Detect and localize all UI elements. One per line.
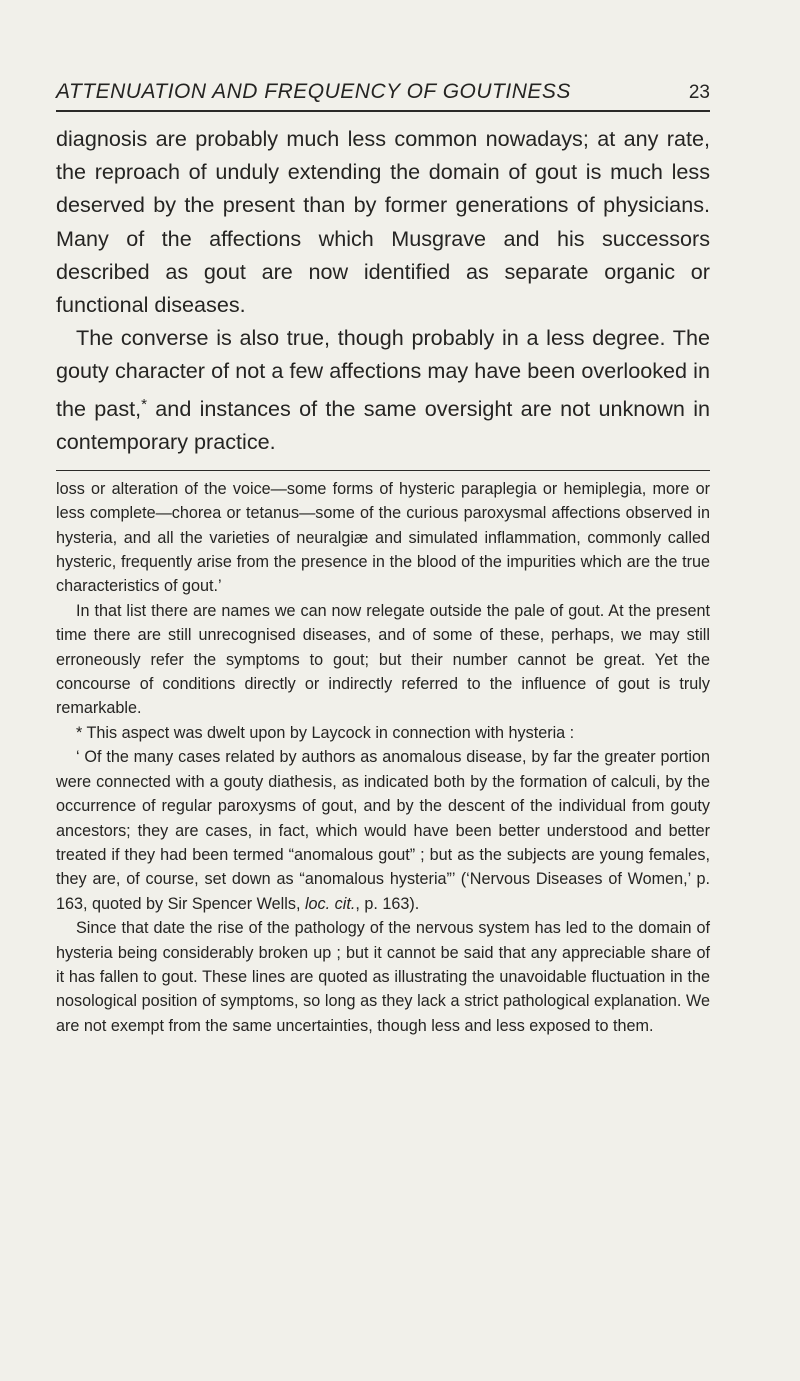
footnote-paragraph-5: Since that date the rise of the pathology of the nervous system has led to the domain of hysteria being considerably broken up ; but it cannot be said that any appreciable share of it has fallen to gout. These lines are quoted as illustrating the unavoidable fluctuation in the nosological position of symptoms, so long as they lack a strict pathological explanation. We are not exempt from the same uncertainties, though less and less exposed to them.: [56, 919, 710, 1035]
footnote-star: * This aspect was dwelt upon by Laycock in connection with hysteria :: [76, 723, 575, 742]
footnote-marker: *: [141, 395, 148, 413]
paragraph-2-text-b: and instances of the same oversight are not unknown in contemporary practice.: [56, 395, 710, 454]
page-number: 23: [688, 82, 710, 103]
paragraph-1: diagnosis are probably much less common nowadays; at any rate, the reproach of unduly extending the domain of gout is much less deserved by the present than by former generations of physicians. Many of the affections which Musgrave and his successors described as gout are now identified as separate organic or functional diseases.: [56, 126, 710, 318]
paragraph-2-text-a: The converse is also true, though probably in a less degree. The gouty character of not a few affections may have been overlooked in the past,: [56, 325, 710, 421]
footnote-quote-text-a: ‘ Of the many cases related by authors as anomalous disease, by far the greater portion were connected with a gouty diathesis, as indicated both by the formation of calculi, by the occurrence of regular paroxysms of gout, and by the descent of the individual from gouty ancestors; they are cases, in fact, which would have been better understood and better treated if they had been termed “anomalous gout” ; but as the subjects are young females, they are, of course, set down as “anomalous hysteria”’ (‘Nervous Diseases of Women,’ p. 163, quoted by Sir Spencer Wells,: [56, 748, 710, 913]
footnote-quote: [56, 745, 710, 916]
running-title: ATTENUATION AND FREQUENCY OF GOUTINESS: [56, 80, 571, 103]
footnote-quote-text-b: , p. 163).: [355, 894, 420, 913]
footnotes: [56, 477, 710, 1038]
paragraph-2: [56, 321, 710, 458]
footnote-continuation: loss or alteration of the voice—some forms of hysteric paraplegia or hemiplegia, more or less complete—chorea or tetanus—some of the curious paroxysmal affections observed in hysteria, and all the varieties of neuralgiæ and simulated inflammation, commonly called hysteric, frequently arise from the presence in the blood of the impurities which are the true characteristics of gout.’: [56, 479, 710, 596]
book-page: [56, 80, 710, 1038]
footnote-paragraph-2: In that list there are names we can now relegate outside the pale of gout. At the present time there are still unrecognised diseases, and of some of these, perhaps, we may still erroneously refer the symptoms to gout; but their number cannot be great. Yet the concourse of conditions directly or indirectly referred to the influence of gout is truly remarkable.: [56, 601, 710, 718]
footnote-quote-loc-cit: loc. cit.: [304, 894, 356, 913]
main-text: [56, 122, 710, 458]
running-head: [56, 80, 710, 112]
footnote-divider: [56, 470, 710, 471]
